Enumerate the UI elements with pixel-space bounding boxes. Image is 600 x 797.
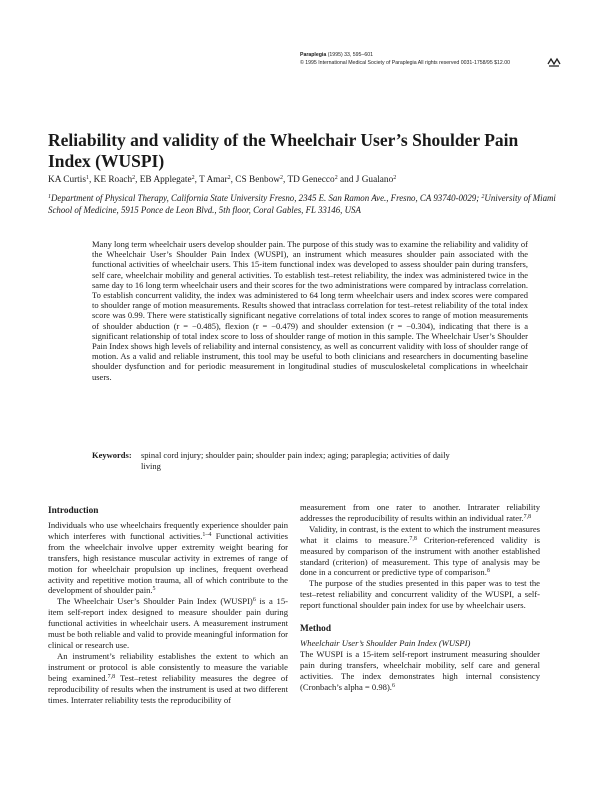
body-paragraph: An instrument’s reliability establishes the extent to which an instrument or protocol is able consistently to measure the variable being examined.$^{7,8}$ Test–retest reliability measures the degree of reproducibility of results when the instrument is used at two different times. Interrater reliability tests the reproducibility of bbox=[48, 650, 289, 705]
author: TD Genecco$^2$ and bbox=[287, 175, 356, 185]
citation-ref: 7,8 bbox=[523, 513, 532, 520]
affiliation-marker: 1 bbox=[48, 194, 51, 200]
affiliation-2: University of Miami School of Medicine, 5915 Ponce de Leon Blvd., 5th floor, Coral Gables, FL 33146, USA bbox=[48, 193, 556, 215]
author: KA Curtis$^1$, bbox=[48, 175, 94, 185]
journal-header bbox=[300, 51, 510, 67]
body-paragraph: The WUSPI is a 15-item self-report instrument measuring shoulder pain during transfers, wheelchair mobility, self care and general activities. The index demonstrates high internal consistency (Cronbach’s alpha = 0.98).$^6$ bbox=[300, 648, 540, 692]
copyright-line: © 1995 International Medical Society of Paraplegia All rights reserved 0031-1758/95 $12.00 bbox=[300, 60, 511, 66]
author: EB Applegate$^2$, bbox=[139, 175, 200, 185]
citation-ref: 7,8 bbox=[409, 535, 417, 542]
volume-pages: (1995) 33, 595–601 bbox=[326, 52, 373, 58]
affiliations bbox=[48, 193, 568, 216]
affiliation-1: Department of Physical Therapy, California State University Fresno, 2345 E. San Ramon Ave., Fresno, CA 93740-0029; bbox=[51, 193, 482, 203]
affiliation-marker: 2 bbox=[481, 194, 485, 200]
author: KE Roach$^2$, bbox=[93, 175, 140, 185]
body-paragraph: Individuals who use wheelchairs frequently experience shoulder pain which interferes with functional activities.$^{1-4}$ Functional activities from the wheelchair involve upper extremity weight bearing for transfers, high resistance muscular activity in extremes of range of motion for wheelchair propulsion up inclines, frequent overhead activity and repetitive motion trauma, all of which contribute to the development of shoulder pain.$^5$ bbox=[48, 520, 288, 596]
right-column bbox=[300, 502, 540, 693]
citation-ref: 8 bbox=[486, 568, 490, 575]
body-paragraph: Validity, in contrast, is the extent to which the instrument measures what it claims to measure.$^{7,8}$ Criterion-referenced validity is measured by comparison of the instrument with another established standard (criterion) of measurement. This type of analysis may be done in a concurrent or predictive type of comparison.$^8$ bbox=[300, 523, 540, 578]
publisher-logo bbox=[547, 54, 561, 72]
citation-ref: 6 bbox=[391, 682, 395, 689]
keywords-text: spinal cord injury; shoulder pain; shoulder pain index; aging; paraplegia; activities of daily living bbox=[141, 450, 450, 471]
body-paragraph: measurement from one rater to another. Intrarater reliability addresses the reproducibility of results within an individual rater.$^{7,8}$ bbox=[300, 502, 540, 523]
left-column bbox=[48, 505, 288, 705]
abstract: Many long term wheelchair users develop shoulder pain. The purpose of this study was to examine the reliability and validity of the Wheelchair User’s Shoulder Pain Index (WUSPI), an instrument which measures shoulder pain associated with the functional activities of wheelchair users. This 15-item functional index was developed to assess shoulder pain during transfers, self care, wheelchair mobility and general activities. To establish test–retest reliability, the index was administered twice in the same day to 16 long term wheelchair users and their scores for the two administrations were compared by intraclass correlation. To establish concurrent validity, the index was administered to 64 long term wheelchair users and index scores were compared to shoulder range of motion measurements. Results showed that intraclass correlation for test–retest reliability of the total index score was 0.99. There were statistically significant negative correlations of total index scores to range of motion measurements of shoulder abduction (r = −0.485), flexion (r = −0.479) and shoulder extension (r = −0.304), indicating that there is a significant relationship of total index score to loss of shoulder range of motion in this sample. The Wheelchair User’s Shoulder Pain Index shows high levels of reliability and internal consistency, as well as concurrent validity with loss of shoulder range of motion. As a valid and reliable instrument, this tool may be useful to both clinicians and researchers in documenting baseline shoulder dysfunction and for periodic measurement in longitudinal studies of musculoskeletal complications in wheelchair users. bbox=[92, 239, 528, 382]
author: T Amar$^2$, bbox=[199, 175, 236, 185]
citation-ref: 5 bbox=[152, 586, 156, 593]
author: CS Benbow$^2$, bbox=[235, 175, 288, 185]
section-heading-introduction: Introduction bbox=[48, 506, 99, 516]
body-paragraph: The purpose of the studies presented in this paper was to test the test–retest reliability and concurrent validity of the WUSPI, a self-report functional shoulder pain index for use by wheelchair users. bbox=[300, 578, 540, 611]
publisher-logo-icon bbox=[547, 57, 561, 67]
subsection-heading: Wheelchair User’s Shoulder Pain Index (WUSPI) bbox=[300, 638, 471, 649]
keywords-label: Keywords: bbox=[92, 450, 132, 460]
citation-ref: 7,8 bbox=[107, 673, 116, 680]
author-list bbox=[48, 174, 568, 186]
body-paragraph: The Wheelchair User’s Shoulder Pain Index (WUSPI)$^6$ is a 15-item self-report index designed to measure shoulder pain during functional activities in wheelchair users. A measurement instrument must be both reliable and valid to provide meaningful information for clinical or research use. bbox=[48, 596, 289, 650]
citation-ref: 6 bbox=[252, 597, 256, 604]
journal-name: Paraplegia bbox=[300, 52, 327, 58]
paper-title: Reliability and validity of the Wheelchair User’s Shoulder Pain Index (WUSPI) bbox=[48, 130, 519, 171]
author: J Gualano$^2$ bbox=[355, 175, 397, 185]
section-heading-method: Method bbox=[300, 624, 331, 635]
citation-ref: 1–4 bbox=[202, 531, 212, 538]
journal-citation bbox=[300, 51, 510, 59]
